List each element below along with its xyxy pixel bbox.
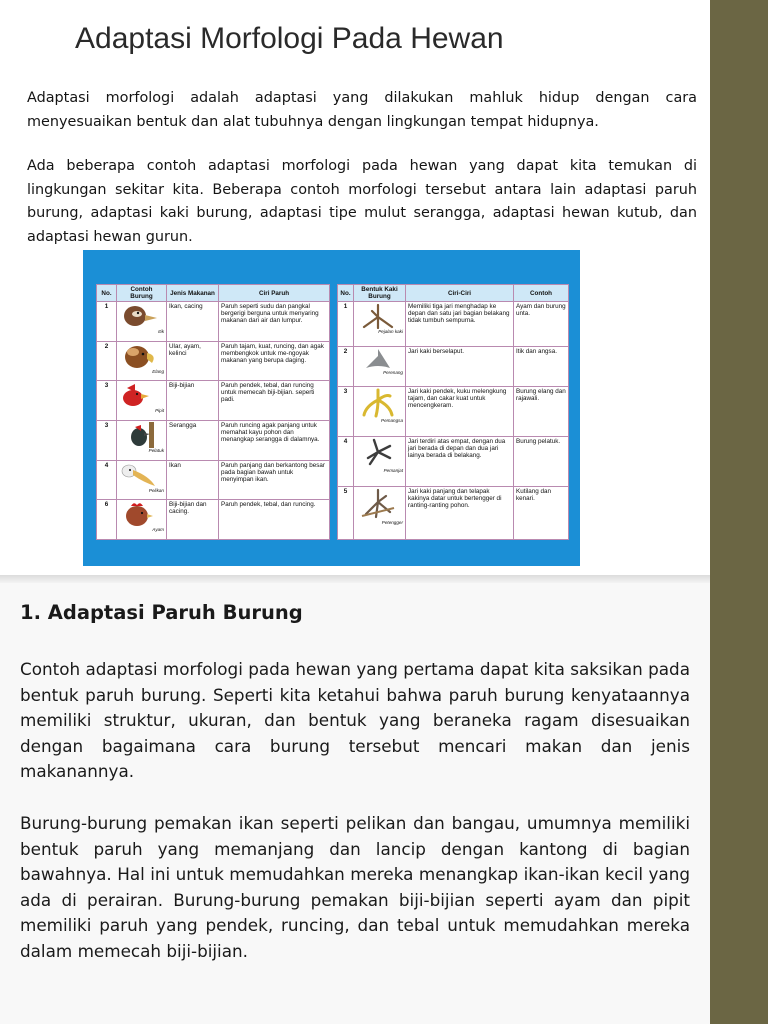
row-no: 6 — [97, 500, 117, 540]
table-row — [338, 487, 569, 540]
foot-caption: Pejalan kaki — [378, 329, 403, 335]
header-beak-trait: Ciri Paruh — [219, 285, 330, 302]
header-example: Contoh — [514, 285, 569, 302]
foot-caption: Pemanjat — [383, 467, 403, 473]
bird-cell — [117, 460, 167, 500]
table-row — [97, 421, 330, 461]
foot-caption: Perenang — [383, 370, 403, 376]
trait-cell: Jari kaki panjang dan telapak kakinya datar untuk bertengger di ranting-ranting pohon. — [406, 487, 514, 540]
trait-cell: Jari kaki pendek, kuku melengkung tajam, dan cakar kuat untuk mencengkeram. — [406, 386, 514, 436]
slide-divider — [0, 575, 710, 583]
trait-cell: Paruh panjang dan berkantong besar pada bagian bawah untuk menyimpan ikan. — [219, 460, 330, 500]
table-header-row — [97, 285, 330, 302]
bird-caption: Pelikan — [148, 487, 164, 493]
header-traits: Ciri-Ciri — [406, 285, 514, 302]
food-cell: Biji-bijian — [167, 381, 219, 421]
section-heading: 1. Adaptasi Paruh Burung — [20, 601, 303, 624]
eagle-head-icon — [119, 343, 159, 369]
woodpecker-icon — [119, 422, 159, 448]
trait-cell: Paruh runcing agak panjang untuk memahat kayu pohon dan menangkap serangga di dalamnya. — [219, 421, 330, 461]
bird-caption: Pipit — [155, 408, 164, 414]
bird-cell — [117, 500, 167, 540]
table-row — [97, 460, 330, 500]
table-row — [338, 347, 569, 387]
foot-cell — [354, 347, 406, 387]
bird-caption: Itik — [158, 329, 164, 335]
row-no: 4 — [97, 460, 117, 500]
sparrow-icon — [119, 382, 159, 408]
intro-paragraph-2: Ada beberapa contoh adaptasi morfologi pada hewan yang dapat kita temukan di lingkungan sekitar kita. Beberapa contoh morfologi tersebut antara lain adaptasi paruh burung, adaptasi kaki burung, adaptasi tipe mulut serangga, adaptasi hewan kutub, dan adaptasi hewan gurun. — [27, 158, 697, 245]
page-title: Adaptasi Morfologi Pada Hewan — [75, 22, 504, 55]
example-cell: Burung elang dan rajawali. — [514, 386, 569, 436]
talon-foot-icon — [356, 388, 400, 418]
beak-adaptation-table — [96, 284, 330, 540]
bird-caption: Ayam — [152, 527, 164, 533]
pelican-icon — [119, 462, 159, 488]
food-cell: Ular, ayam, kelinci — [167, 341, 219, 381]
row-no: 3 — [97, 381, 117, 421]
foot-cell — [354, 386, 406, 436]
example-cell: Burung pelatuk. — [514, 436, 569, 486]
table-row — [97, 500, 330, 540]
duck-head-icon — [119, 303, 159, 329]
bird-caption: Elang — [152, 368, 164, 374]
bird-cell — [117, 302, 167, 342]
header-food: Jenis Makanan — [167, 285, 219, 302]
foot-cell — [354, 487, 406, 540]
header-no: No. — [97, 285, 117, 302]
table-row — [338, 302, 569, 347]
table-header-row — [338, 285, 569, 302]
row-no: 1 — [338, 302, 354, 347]
food-cell: Ikan, cacing — [167, 302, 219, 342]
example-cell: Kutilang dan kenari. — [514, 487, 569, 540]
bird-cell — [117, 381, 167, 421]
bird-cell — [117, 341, 167, 381]
row-no: 4 — [338, 436, 354, 486]
adaptation-tables-figure — [83, 250, 580, 566]
perching-foot-icon — [356, 488, 400, 520]
row-no: 5 — [338, 487, 354, 540]
table-row — [97, 341, 330, 381]
header-bird: Contoh Burung — [117, 285, 167, 302]
row-no: 3 — [338, 386, 354, 436]
trait-cell: Paruh tajam, kuat, runcing, dan agak membengkok untuk me-ngoyak makanan yang berupa daging. — [219, 341, 330, 381]
foot-adaptation-table — [337, 284, 569, 540]
food-cell: Serangga — [167, 421, 219, 461]
row-no: 2 — [97, 341, 117, 381]
trait-cell: Paruh pendek, tebal, dan runcing untuk memecah biji-bijian. seperti padi. — [219, 381, 330, 421]
trait-cell: Jari kaki berselaput. — [406, 347, 514, 387]
bird-cell — [117, 421, 167, 461]
table-row — [338, 386, 569, 436]
body-paragraph-2: Burung-burung pemakan ikan seperti pelikan dan bangau, umumnya memiliki bentuk paruh yang memanjang dan lancip dengan kantong di bagian bawahnya. Hal ini untuk memudahkan mereka menangkap ikan-ikan kecil yang ada di perairan. Burung-burung pemakan biji-bijian seperti ayam dan pipit memiliki paruh yang pendek, runcing, dan tebal untuk memudahkan mereka dalam memecah biji-bijian. — [20, 813, 690, 961]
trait-cell: Jari terdiri atas empat, dengan dua jari berada di depan dan dua jari lainya berada di belakang. — [406, 436, 514, 486]
trait-cell: Paruh pendek, tebal, dan runcing. — [219, 500, 330, 540]
header-foot-shape: Bentuk Kaki Burung — [354, 285, 406, 302]
row-no: 3 — [97, 421, 117, 461]
header-no: No. — [338, 285, 354, 302]
table-row — [338, 436, 569, 486]
row-no: 1 — [97, 302, 117, 342]
row-no: 2 — [338, 347, 354, 387]
chicken-head-icon — [119, 501, 159, 527]
table-row — [97, 381, 330, 421]
bird-caption: Pelatuk — [148, 448, 164, 454]
food-cell: Biji-bijian dan cacing. — [167, 500, 219, 540]
trait-cell: Paruh seperti sudu dan pangkal bergerigi berguna untuk menyaring makanan dari air dan lumpur. — [219, 302, 330, 342]
intro-paragraph-1: Adaptasi morfologi adalah adaptasi yang dilakukan mahluk hidup dengan cara menyesuaikan bentuk dan alat tubuhnya dengan lingkungan tempat hidupnya. — [27, 90, 697, 130]
right-sidebar-bar — [710, 0, 768, 1024]
webbed-foot-icon — [356, 348, 400, 370]
walking-foot-icon — [356, 303, 400, 329]
foot-caption: Pemangsa — [381, 417, 403, 423]
body-paragraph-1: Contoh adaptasi morfologi pada hewan yang pertama dapat kita saksikan pada bentuk paruh burung. Seperti kita ketahui bahwa paruh burung kenyataannya memiliki struktur, ukuran, dan bentuk yang beraneka ragam disesuaikan dengan bagaimana cara burung tersebut mencari makan dan jenis makanannya. — [20, 659, 690, 781]
example-cell: Ayam dan burung unta. — [514, 302, 569, 347]
climbing-foot-icon — [356, 438, 400, 468]
foot-cell — [354, 436, 406, 486]
foot-cell — [354, 302, 406, 347]
table-row — [97, 302, 330, 342]
food-cell: Ikan — [167, 460, 219, 500]
trait-cell: Memiliki tiga jari menghadap ke depan dan satu jari bagian belakang tidak tumbuh sempurna. — [406, 302, 514, 347]
foot-caption: Petengger — [381, 520, 403, 526]
example-cell: Itik dan angsa. — [514, 347, 569, 387]
